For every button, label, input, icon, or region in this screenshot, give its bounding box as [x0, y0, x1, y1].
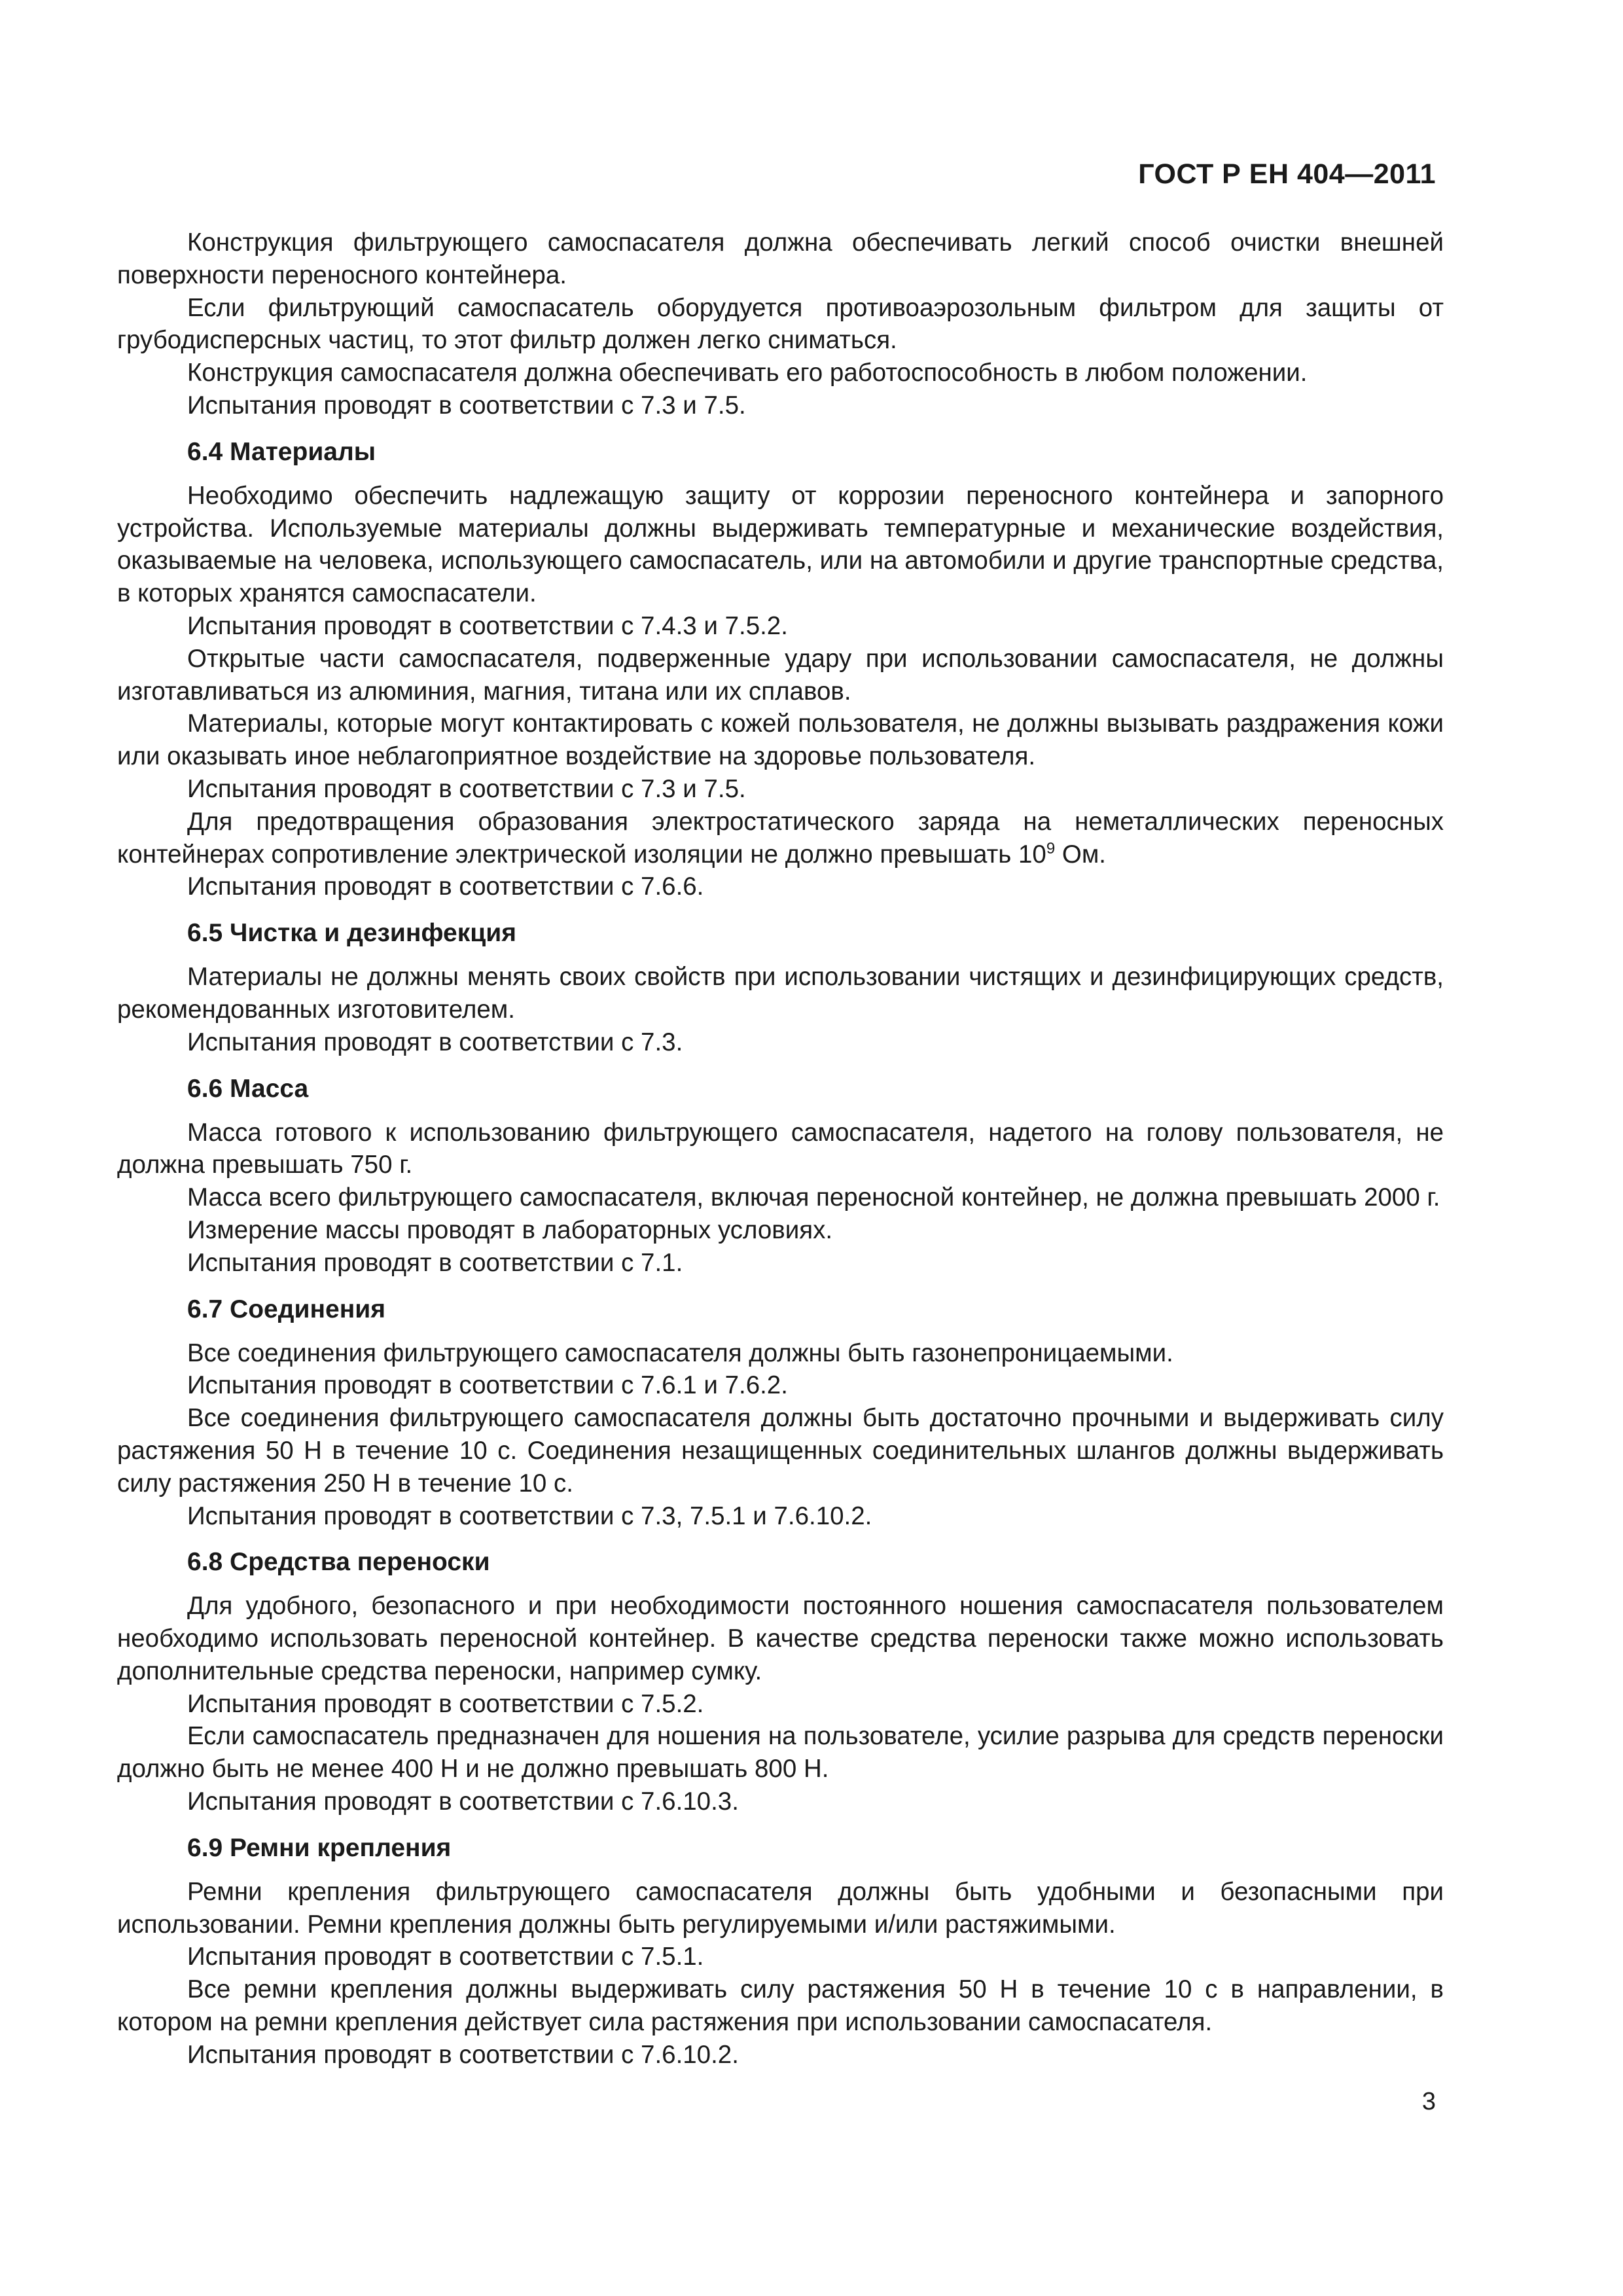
paragraph: Испытания проводят в соответствии с 7.6.1 и 7.6.2.: [187, 1371, 788, 1400]
paragraph: Испытания проводят в соответствии с 7.3 и 7.5.: [187, 774, 746, 803]
paragraph: Открытые части самоспасателя, подверженные удару при использовании самоспасателя, не должны изготавливаться из алюминия, магния, титана или их сплавов.: [117, 644, 1444, 706]
paragraph-resistance: [117, 806, 1444, 871]
paragraph: Материалы, которые могут контактировать с кожей пользователя, не должны вызывать раздражения кожи или оказывать иное неблагоприятное воздействие на здоровье пользователя.: [117, 709, 1444, 771]
document-code: ГОСТ Р ЕН 404—2011: [1138, 158, 1436, 190]
paragraph: Испытания проводят в соответствии с 7.4.3 и 7.5.2.: [187, 611, 788, 640]
paragraph: Конструкция самоспасателя должна обеспечивать его работоспособность в любом положении.: [187, 359, 1308, 387]
section-heading-6-6: 6.6 Масса: [187, 1074, 309, 1103]
paragraph: Если фильтрующий самоспасатель оборудуется противоаэрозольным фильтром для защиты от грубодисперсных частиц, то этот фильтр должен легко сниматься.: [117, 293, 1444, 355]
paragraph: Масса готового к использованию фильтрующего самоспасателя, надетого на голову пользователя, не должна превышать 750 г.: [117, 1118, 1444, 1179]
paragraph: Испытания проводят в соответствии с 7.5.2.: [187, 1689, 704, 1718]
paragraph: Масса всего фильтрующего самоспасателя, включая переносной контейнер, не должна превышать 2000 г.: [187, 1183, 1440, 1212]
paragraph: Испытания проводят в соответствии с 7.6.6.: [187, 872, 704, 901]
section-heading-6-4: 6.4 Материалы: [187, 437, 376, 466]
paragraph: Испытания проводят в соответствии с 7.1.: [187, 1248, 683, 1277]
paragraph-text: Ом.: [1055, 840, 1106, 869]
paragraph: Конструкция фильтрующего самоспасателя должна обеспечивать легкий способ очистки внешней поверхности переносного контейнера.: [117, 228, 1444, 289]
paragraph: Все ремни крепления должны выдерживать силу растяжения 50 Н в течение 10 с в направлении, в котором на ремни крепления действует сила растяжения при использовании самоспасателя.: [117, 1975, 1444, 2037]
paragraph: Все соединения фильтрующего самоспасателя должны быть газонепроницаемыми.: [187, 1338, 1173, 1367]
paragraph: Испытания проводят в соответствии с 7.3.: [187, 1028, 683, 1056]
paragraph: Испытания проводят в соответствии с 7.3 и 7.5.: [187, 391, 746, 420]
superscript-exponent: 9: [1046, 839, 1056, 857]
paragraph: Все соединения фильтрующего самоспасателя должны быть достаточно прочными и выдерживать силу растяжения 50 Н в течение 10 с. Соединения незащищенных соединительных шлангов должны выдерживать силу растяжения 250 Н в течение 10 с.: [117, 1404, 1444, 1498]
section-heading-6-8: 6.8 Средства переноски: [187, 1548, 490, 1577]
section-heading-6-7: 6.7 Соединения: [187, 1295, 385, 1323]
paragraph-text: Для предотвращения образования электростатического заряда на неметаллических переносных контейнерах сопротивление электрической изоляции не должно превышать 10: [117, 807, 1444, 869]
paragraph: Испытания проводят в соответствии с 7.6.10.2.: [187, 2040, 739, 2069]
paragraph: Необходимо обеспечить надлежащую защиту от коррозии переносного контейнера и запорного устройства. Используемые материалы должны выдерживать температурные и механические воздействия, оказываемые на человека, использующего самоспасатель, или на автомобили и другие транспортные средства, в которых хранятся самоспасатели.: [117, 481, 1444, 608]
paragraph: Измерение массы проводят в лабораторных условиях.: [187, 1215, 833, 1244]
paragraph: Для удобного, безопасного и при необходимости постоянного ношения самоспасателя пользователем необходимо использовать переносной контейнер. В качестве средства переноски также можно использовать дополнительные средства переноски, например сумку.: [117, 1592, 1444, 1685]
paragraph: Испытания проводят в соответствии с 7.3, 7.5.1 и 7.6.10.2.: [187, 1501, 872, 1530]
paragraph: Испытания проводят в соответствии с 7.6.10.3.: [187, 1787, 739, 1816]
paragraph: Испытания проводят в соответствии с 7.5.1.: [187, 1943, 704, 1971]
document-body: [117, 226, 1444, 2072]
paragraph: Если самоспасатель предназначен для ношения на пользователе, усилие разрыва для средств переноски должно быть не менее 400 Н и не должно превышать 800 Н.: [117, 1722, 1444, 1784]
section-heading-6-5: 6.5 Чистка и дезинфекция: [187, 919, 516, 948]
paragraph: Ремни крепления фильтрующего самоспасателя должны быть удобными и безопасными при использовании. Ремни крепления должны быть регулируемыми и/или растяжимыми.: [117, 1877, 1444, 1939]
page-number: 3: [1421, 2088, 1436, 2115]
paragraph: Материалы не должны менять своих свойств при использовании чистящих и дезинфицирующих средств, рекомендованных изготовителем.: [117, 963, 1444, 1024]
section-heading-6-9: 6.9 Ремни крепления: [187, 1833, 452, 1862]
